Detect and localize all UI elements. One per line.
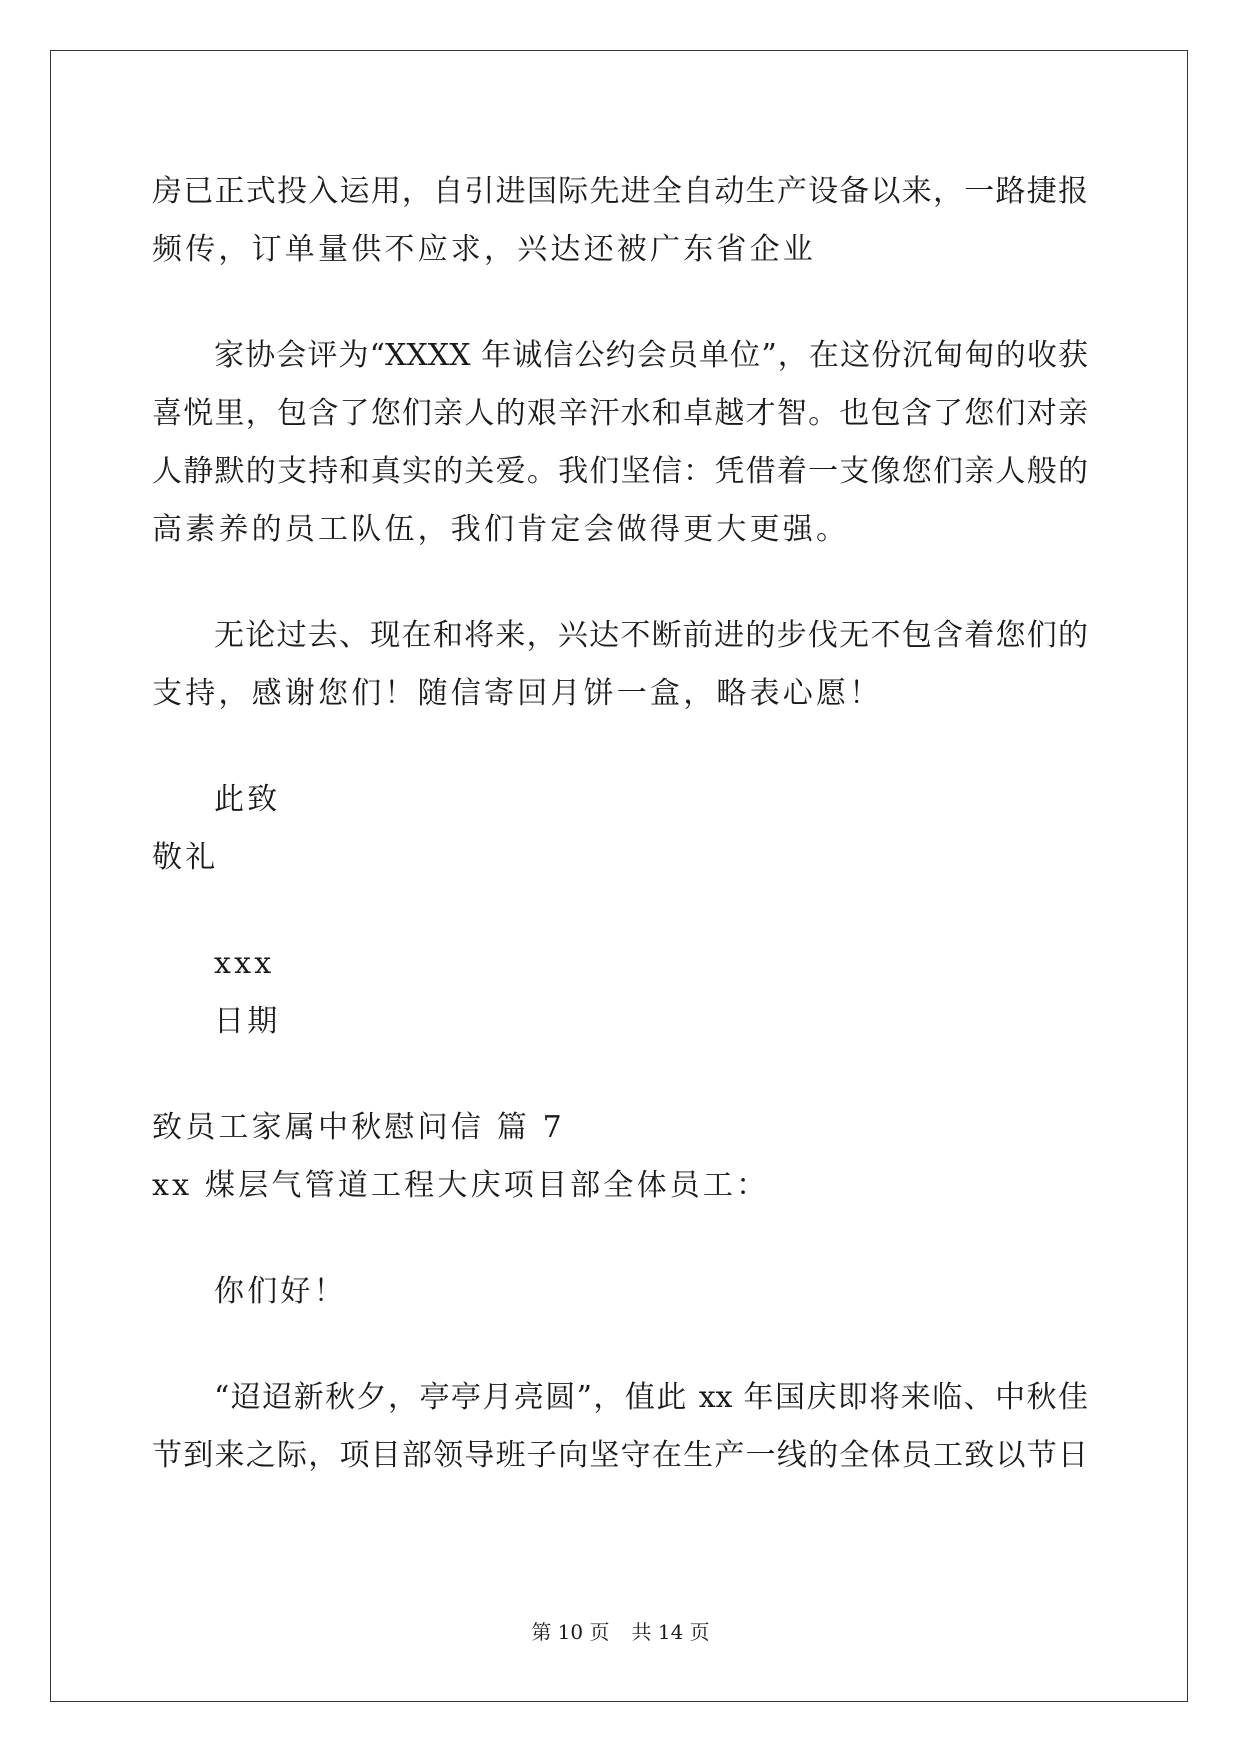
page-footer — [0, 1620, 1241, 1644]
addressee: xx 煤层气管道工程大庆项目部全体员工： — [152, 1168, 770, 1203]
paragraph-line: 喜悦里，包含了您们亲人的艰辛汗水和卓越才智。也包含了您们对亲 — [152, 396, 1088, 431]
paragraph-line: 房已正式投入运用，自引进国际先进全自动生产设备以来，一路捷报 — [152, 174, 1088, 209]
paragraph-line: 频传，订单量供不应求，兴达还被广东省企业 — [152, 232, 816, 267]
paragraph-line: “迢迢新秋夕，亭亭月亮圆”，值此 xx 年国庆即将来临、中秋佳 — [214, 1380, 1088, 1415]
greeting: 你们好！ — [214, 1274, 347, 1309]
paragraph-line: 高素养的员工队伍，我们肯定会做得更大更强。 — [152, 512, 850, 547]
signature: xxx — [214, 946, 275, 981]
page-number: 第 10 页 — [531, 1620, 610, 1644]
paragraph-line: 家协会评为“XXXX 年诚信公约会员单位”，在这份沉甸甸的收获 — [214, 338, 1088, 373]
date-line: 日期 — [214, 1004, 281, 1039]
page-total: 共 14 页 — [631, 1620, 710, 1644]
paragraph-line: 人静默的支持和真实的关爱。我们坚信：凭借着一支像您们亲人般的 — [152, 454, 1088, 489]
paragraph-line: 支持，感谢您们！随信寄回月饼一盒，略表心愿！ — [152, 676, 883, 711]
closing-salutation: 此致 — [214, 782, 281, 817]
closing-regards: 敬礼 — [152, 840, 219, 875]
paragraph-line: 无论过去、现在和将来，兴达不断前进的步伐无不包含着您们的 — [214, 618, 1088, 653]
section-heading: 致员工家属中秋慰问信 篇 7 — [152, 1110, 565, 1145]
paragraph-line: 节到来之际，项目部领导班子向坚守在生产一线的全体员工致以节日 — [152, 1438, 1088, 1473]
